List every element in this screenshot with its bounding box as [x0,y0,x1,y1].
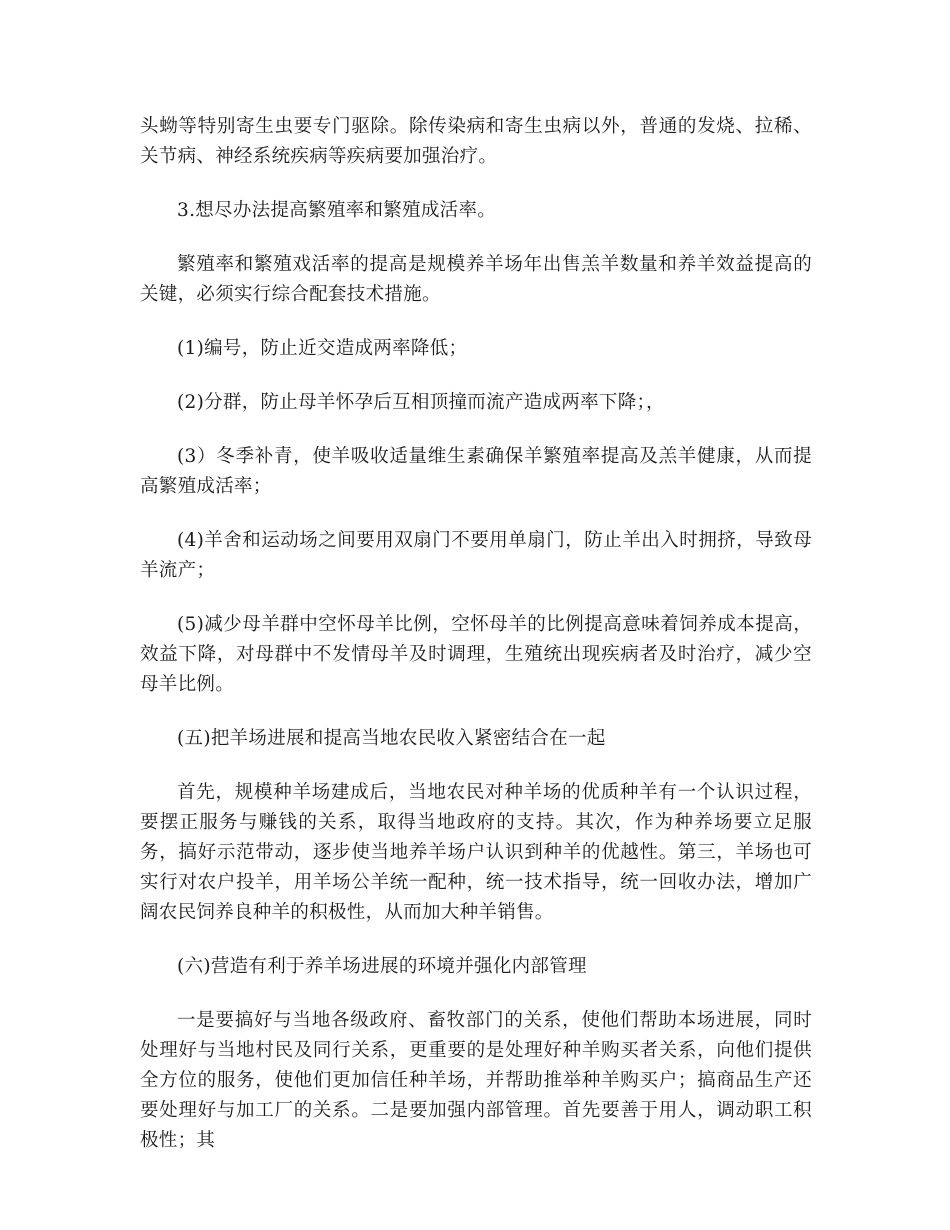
list-item-winter-greens: (3）冬季补青，使羊吸收适量维生素确保羊繁殖率提高及羔羊健康，从而提高繁殖成活率； [140,446,812,497]
list-item-grouping: (2)分群，防止母羊怀孕后互相顶撞而流产造成两率下降；， [177,392,665,413]
list-item-numbering: (1)编号，防止近交造成两率降低； [177,338,468,359]
paragraph-farmer-income: 首先，规模种羊场建成后，当地农民对种羊场的优质种羊有一个认识过程，要摆正服务与赚钱的关系，取得当地政府的支持。其次，作为种养场要立足服务，搞好示范带动，逐步使当地养羊场户认识到种羊的优越性。第三，羊场也可实行对农户投羊，用羊场公羊统一配种，统一技术指导，统一回收办法，增加广阔农民饲养良种羊的积极性，从而加大种羊销售。 [140,782,812,923]
paragraph-environment-management: 一是要搞好与当地各级政府、畜牧部门的关系，使他们帮助本场进展，同时处理好与当地村民及同行关系，更重要的是处理好种羊购买者关系，向他们提供全方位的服务，使他们更加信任种羊场，并帮助推举种羊购买户；搞商品生产还要处理好与加工厂的关系。二是要加强内部管理。首先要善于用人，调动职工积极性；其 [140,1010,812,1151]
heading-breeding-rate: 3.想尽办法提高繁殖率和繁殖成活率。 [177,200,497,221]
paragraph-parasite-treatment: 头蚴等特别寄生虫要专门驱除。除传染病和寄生虫病以外，普通的发烧、拉稀、关节病、神经系统疾病等疾病要加强治疗。 [140,116,812,167]
document-body [140,112,812,1180]
list-item-reduce-empty-ewes: (5)减少母羊群中空怀母羊比例，空怀母羊的比例提高意味着饲养成本提高，效益下降，对母群中不发情母羊及时调理，生殖统出现疾病者及时治疗，减少空母羊比例。 [140,614,812,695]
paragraph-breeding-rate-intro: 繁殖率和繁殖戏活率的提高是规模养羊场年出售羔羊数量和养羊效益提高的关键，必须实行综合配套技术措施。 [140,254,812,305]
section-heading-5: (五)把羊场进展和提高当地农民收入紧密结合在一起 [177,728,606,749]
list-item-double-doors: (4)羊舍和运动场之间要用双扇门不要用单扇门，防止羊出入时拥挤，导致母羊流产； [140,530,812,581]
section-heading-6: (六)营造有利于养羊场进展的环境并强化内部管理 [177,956,587,977]
